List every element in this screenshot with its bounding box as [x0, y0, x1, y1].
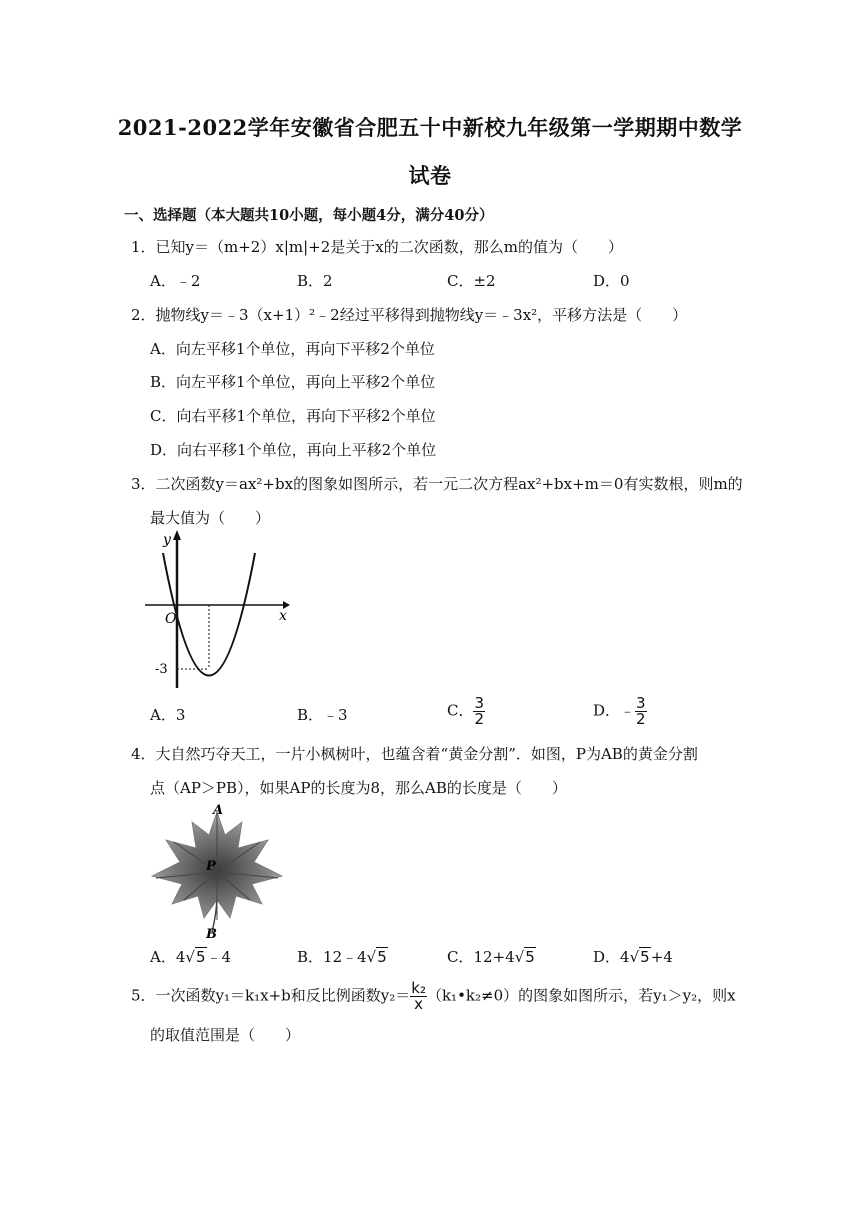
vertex-min-label: -3 — [155, 662, 168, 677]
question-3-text-line-1: 3．二次函数y＝ax²+bx的图象如图所示，若一元二次方程ax²+bx+m＝0有实数根，则m的 — [131, 475, 743, 493]
square-root-icon: √5 — [629, 948, 650, 966]
question-1-option-b: B．2 — [297, 272, 333, 290]
question-5-text-line-2: 的取值范围是（ ） — [150, 1026, 301, 1044]
question-2-text: 2．抛物线y＝﹣3（x+1）²﹣2经过平移得到抛物线y＝﹣3x²，平移方法是（ ） — [131, 306, 688, 324]
radicand: 5 — [525, 948, 535, 966]
question-1-text: 1．已知y＝（m+2）x|m|+2是关于x的二次函数，那么m的值为（ ） — [131, 238, 623, 256]
question-4-option-b — [297, 946, 388, 967]
question-1-option-d: D．0 — [593, 272, 630, 290]
option-text: C．12+4 — [447, 948, 515, 966]
question-4-text-line-2: 点（AP＞PB），如果AP的长度为8，那么AB的长度是（ ） — [150, 779, 567, 797]
square-root-icon: √5 — [366, 948, 387, 966]
option-text: B．12﹣4 — [297, 948, 367, 966]
question-5-text-start: 5．一次函数y₁＝k₁x+b和反比例函数y₂＝ — [131, 986, 411, 1005]
maple-leaf-figure — [150, 800, 284, 940]
y-axis-arrow-icon — [173, 530, 181, 540]
fraction-three-halves — [473, 696, 485, 727]
leaf-point-p-label: P — [206, 859, 216, 874]
leaf-point-a-label: A — [213, 803, 224, 818]
option-text: +4 — [650, 948, 673, 966]
option-text: ﹣4 — [206, 948, 232, 966]
question-3-parabola-graph — [145, 528, 295, 693]
question-4-text-line-1: 4．大自然巧夺天工，一片小枫树叶，也蕴含着“黄金分割”．如图，P为AB的黄金分割 — [131, 745, 698, 763]
question-1-option-a: A．﹣2 — [150, 272, 201, 290]
leaf-point-b-label: B — [206, 927, 217, 940]
question-3-option-d — [593, 696, 647, 727]
fraction-numerator: 3 — [474, 694, 485, 712]
question-3-text-line-2: 最大值为（ ） — [150, 509, 271, 527]
section-heading-choice: 一、选择题（本大题共10小题，每小题4分，满分40分） — [124, 207, 494, 224]
radicand: 5 — [640, 948, 650, 966]
question-2-option-d: D．向右平移1个单位，再向上平移2个单位 — [150, 441, 437, 459]
question-2-option-a: A．向左平移1个单位，再向下平移2个单位 — [150, 340, 435, 358]
question-4-option-c — [447, 946, 536, 967]
option-text: A．4 — [150, 948, 186, 966]
origin-label: O — [165, 611, 177, 627]
fraction-denominator: 2 — [474, 710, 485, 728]
y-axis-label: y — [163, 532, 171, 548]
document-title-line-2: 试卷 — [408, 163, 452, 188]
square-root-icon: √5 — [185, 948, 206, 966]
radicand: 5 — [377, 948, 387, 966]
fraction-denominator: x — [414, 995, 424, 1013]
fraction-denominator: 2 — [636, 710, 646, 728]
x-axis-label: x — [279, 608, 287, 624]
question-3-option-c-label: C． — [447, 701, 474, 720]
fraction-three-halves — [635, 696, 647, 727]
question-2-option-c: C．向右平移1个单位，再向下平移2个单位 — [150, 407, 436, 425]
radicand: 5 — [195, 948, 206, 966]
question-1-option-c: C．±2 — [447, 272, 496, 290]
question-5-text-end: （k₁•k₂≠0）的图象如图所示，若y₁＞y₂，则x — [426, 986, 736, 1005]
question-3-option-b: B．﹣3 — [297, 706, 348, 724]
option-text: D．4 — [593, 948, 630, 966]
question-2-option-b: B．向左平移1个单位，再向上平移2个单位 — [150, 373, 436, 391]
question-4-option-d — [593, 946, 673, 967]
square-root-icon: √5 — [514, 948, 535, 966]
fraction-numerator: k₂ — [411, 979, 426, 997]
fraction-k2-over-x — [410, 981, 427, 1012]
question-3-option-d-label: D．﹣ — [593, 701, 636, 720]
question-3-option-c — [447, 696, 485, 727]
fraction-numerator: 3 — [636, 694, 646, 712]
document-title-line-1: 2021-2022学年安徽省合肥五十中新校九年级第一学期期中数学 — [117, 115, 743, 140]
question-3-option-a: A．3 — [150, 706, 186, 724]
question-4-option-a — [150, 946, 231, 967]
question-5-text-line-1 — [131, 981, 736, 1012]
